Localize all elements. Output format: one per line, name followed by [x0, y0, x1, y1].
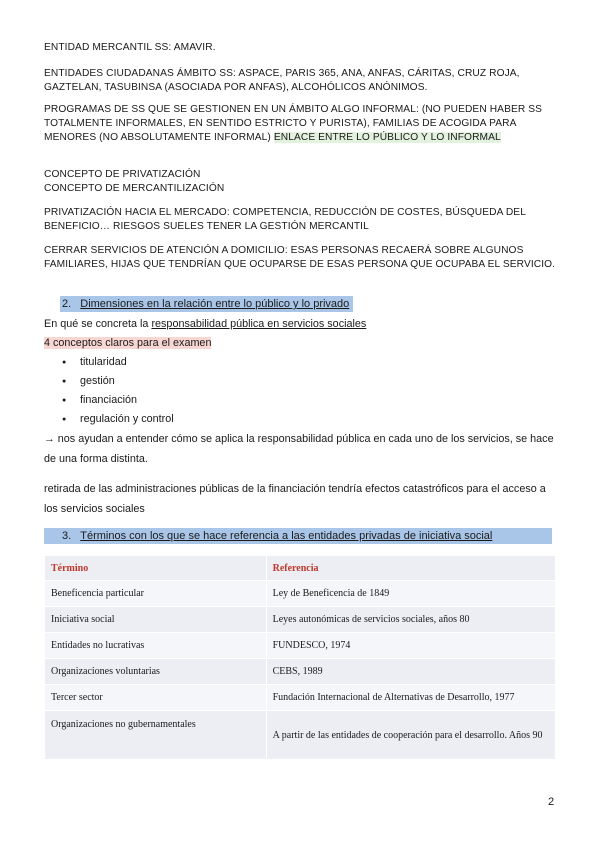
section-2-intro [44, 315, 560, 334]
cell-term: Organizaciones voluntarias [45, 659, 267, 685]
section-3-number: 3. [62, 530, 72, 542]
concept-list [62, 353, 174, 429]
note-programas-informales [44, 103, 560, 145]
cell-reference: Ley de Beneficencia de 1849 [266, 581, 555, 607]
concept-mercantilizacion: CONCEPTO DE MERCANTILIZACIÓN [44, 183, 225, 194]
header-termino: Término [45, 556, 267, 581]
table-header-row [45, 556, 556, 581]
cell-reference: Fundación Internacional de Alternativas de Desarrollo, 1977 [266, 685, 555, 711]
list-item: ● regulación y control [62, 410, 174, 429]
note-entidades-ciudadanas: ENTIDADES CIUDADANAS ÁMBITO SS: ASPACE, PARIS 365, ANA, ANFAS, CÁRITAS, CRUZ ROJA, GAZTELAN, TASUBINSA (ASOCIADA POR ANFAS), ALCOHÓLICOS ANÓNIMOS. [44, 68, 520, 93]
list-item: ● titularidad [62, 353, 174, 372]
section-2-number: 2. [62, 298, 72, 310]
cell-reference: CEBS, 1989 [266, 659, 555, 685]
cell-reference: FUNDESCO, 1974 [266, 633, 555, 659]
note-entidad-mercantil: ENTIDAD MERCANTIL SS: AMAVIR. [44, 42, 216, 53]
section-2-title: Dimensiones en la relación entre lo público y lo privado [80, 298, 350, 310]
intro-prefix: En qué se concreta la [44, 318, 152, 330]
explanation-paragraph: → nos ayudan a entender cómo se aplica la responsabilidad pública en cada uno de los servicios, se hace de una forma distinta. [44, 433, 554, 465]
exam-note-text: 4 conceptos claros para el examen [44, 337, 212, 349]
note-privatizacion-mercado: PRIVATIZACIÓN HACIA EL MERCADO: COMPETENCIA, REDUCCIÓN DE COSTES, BÚSQUEDA DEL BENEFICIO… RIESGOS SUELES TENER LA GESTIÓN MERCANTIL [44, 207, 526, 232]
cell-term: Beneficencia particular [45, 581, 267, 607]
table-row [45, 685, 556, 711]
cell-reference: A partir de las entidades de cooperación para el desarrollo. Años 90 [266, 711, 555, 760]
table-row [45, 633, 556, 659]
table-row [45, 659, 556, 685]
note-cerrar-servicios: CERRAR SERVICIOS DE ATENCIÓN A DOMICILIO: ESAS PERSONAS RECAERÁ SOBRE ALGUNOS FAMILIARES, HIJAS QUE TENDRÍAN QUE OCUPARSE DE ESAS PERSONA QUE OCUPABA EL SERVICIO. [44, 245, 556, 270]
table-row [45, 711, 556, 760]
terms-table [44, 555, 556, 760]
list-item: ● gestión [62, 372, 174, 391]
withdrawal-paragraph: retirada de las administraciones públicas de la financiación tendría efectos catastróficos para el acceso a los servicios sociales [44, 483, 546, 515]
section-3-title: Términos con los que se hace referencia a las entidades privadas de iniciativa social [80, 530, 493, 542]
concept-privatizacion: CONCEPTO DE PRIVATIZACIÓN [44, 169, 201, 180]
note-programas-text: PROGRAMAS DE SS QUE SE GESTIONEN EN UN ÁMBITO ALGO INFORMAL: (NO PUEDEN HABER SS TOTALMENTE INFORMALES, EN SENTIDO ESTRICTO Y PURISTA), FAMILIAS DE ACOGIDA PARA MENORES (NO ABSOLUTAMENTE INFORMAL) [44, 104, 543, 143]
exam-note [44, 334, 211, 353]
section-3-heading [44, 528, 552, 544]
cell-term: Iniciativa social [45, 607, 267, 633]
intro-link: responsabilidad pública en servicios sociales [151, 318, 367, 330]
note-conceptos [44, 168, 560, 196]
table-row [45, 581, 556, 607]
page-number: 2 [548, 796, 555, 808]
header-referencia: Referencia [266, 556, 555, 581]
highlight-enlace: ENLACE ENTRE LO PÚBLICO Y LO INFORMAL [273, 132, 501, 143]
cell-term: Tercer sector [45, 685, 267, 711]
cell-reference: Leyes autonómicas de servicios sociales, años 80 [266, 607, 555, 633]
cell-term: Organizaciones no gubernamentales [45, 711, 267, 760]
section-2-heading [60, 296, 353, 312]
list-item: ● financiación [62, 391, 174, 410]
cell-term: Entidades no lucrativas [45, 633, 267, 659]
table-row [45, 607, 556, 633]
